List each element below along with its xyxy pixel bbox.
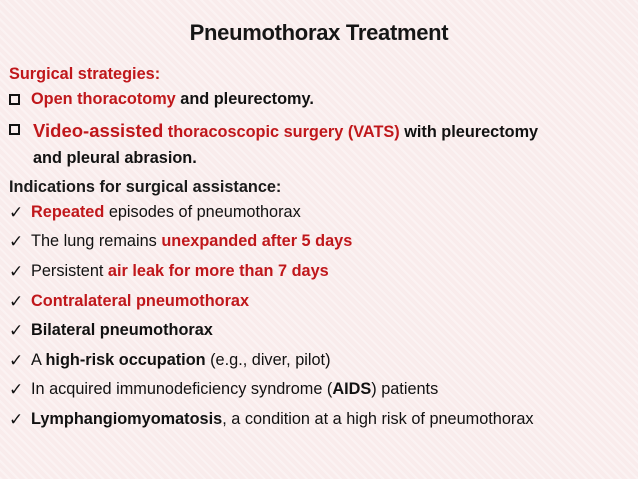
surgical-strategy-text (33, 119, 538, 143)
checkmark-icon: ✓ (9, 262, 24, 282)
checkmark-icon: ✓ (9, 321, 24, 341)
indication-item (9, 379, 634, 401)
surgical-strategy-text (31, 89, 314, 110)
checkmark-icon: ✓ (9, 202, 24, 222)
indication-item (9, 202, 634, 224)
text-fragment: Lymphangiomyomatosis (31, 410, 223, 429)
text-fragment: with pleurectomy (399, 122, 539, 141)
checkmark-icon: ✓ (9, 350, 24, 370)
surgical-strategies-heading: Surgical strategies: (9, 65, 161, 83)
indication-item (9, 409, 634, 431)
text-fragment: A (31, 350, 46, 369)
checkmark-icon: ✓ (9, 291, 24, 311)
indication-text (31, 261, 329, 282)
text-fragment: In acquired immunodeficiency syndrome ( (31, 380, 333, 399)
slide-title: Pneumothorax Treatment (189, 20, 449, 45)
vats-continuation: and pleural abrasion. (33, 148, 197, 167)
text-fragment: Contralateral pneumothorax (31, 291, 250, 310)
text-fragment: episodes of pneumothorax (104, 202, 301, 221)
indications-heading: Indications for surgical assistance: (9, 177, 282, 196)
text-fragment: AIDS (332, 380, 372, 399)
indication-item (9, 231, 634, 253)
indication-item (9, 350, 634, 372)
text-fragment: Bilateral pneumothorax (31, 321, 213, 340)
text-fragment: Open thoracotomy (31, 90, 176, 109)
surgical-strategy-item (9, 119, 634, 143)
text-fragment: , a condition at a high risk of pneumothorax (222, 410, 534, 429)
square-bullet-icon (9, 119, 33, 141)
slide-content (9, 64, 634, 439)
indication-text (31, 350, 331, 371)
indication-text (31, 379, 438, 400)
indication-text (31, 291, 249, 312)
square-bullet-icon (9, 89, 31, 111)
surgical-strategy-item (9, 89, 634, 111)
checkmark-icon: ✓ (9, 410, 24, 430)
indication-text (31, 202, 301, 223)
indication-text (31, 231, 352, 252)
text-fragment: The lung remains (31, 232, 162, 251)
indication-text (31, 320, 213, 341)
indications-list (9, 202, 634, 431)
indication-item (9, 261, 634, 283)
text-fragment: high-risk occupation (45, 350, 206, 369)
text-fragment: unexpanded after 5 days (161, 232, 353, 251)
text-fragment: and pleurectomy. (175, 90, 314, 109)
checkmark-icon: ✓ (9, 232, 24, 252)
text-fragment: air leak for more than 7 days (107, 262, 329, 281)
text-fragment: (e.g., diver, pilot) (205, 350, 331, 369)
text-fragment: ) patients (371, 380, 439, 399)
text-fragment: Repeated (31, 202, 105, 221)
text-fragment: Persistent (31, 262, 108, 281)
text-fragment: Video-assisted (33, 119, 164, 141)
surgical-strategies-list (9, 89, 634, 143)
text-fragment: thoracoscopic surgery (VATS) (163, 122, 400, 141)
indication-item (9, 291, 634, 313)
indication-item (9, 320, 634, 342)
checkmark-icon: ✓ (9, 380, 24, 400)
indication-text (31, 409, 534, 430)
